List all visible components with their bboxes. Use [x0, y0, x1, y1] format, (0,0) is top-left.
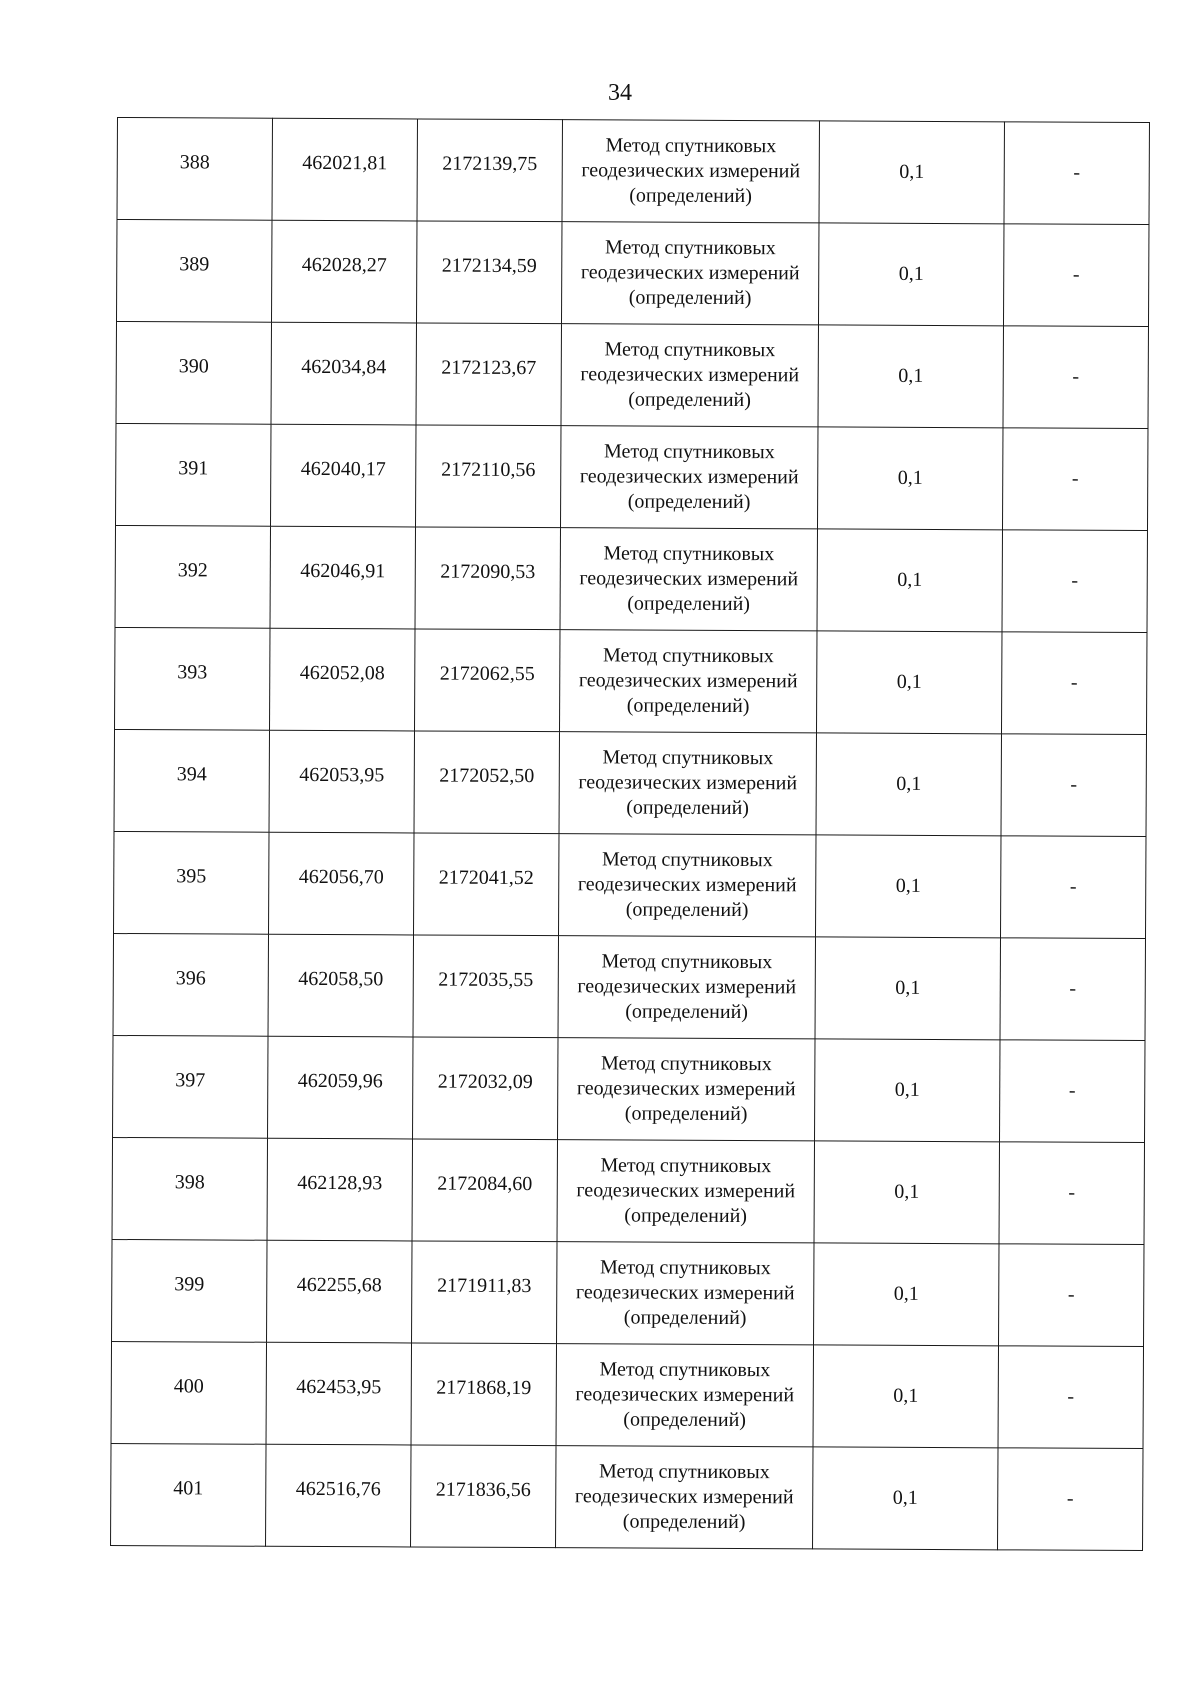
method-cell-text: Метод спутниковых геодезических измерений (определений): [578, 644, 798, 718]
accuracy-cell: [815, 937, 1000, 1040]
y-coordinate-cell-text: 2171868,19: [436, 1376, 532, 1400]
accuracy-cell: [816, 631, 1001, 734]
y-coordinate-cell: [412, 1241, 557, 1344]
table-row: [117, 220, 1149, 327]
coordinates-table: [110, 117, 1150, 1551]
method-cell: [556, 1446, 813, 1549]
accuracy-cell: [817, 529, 1002, 632]
method-cell-text: Метод спутниковых геодезических измерений (определений): [577, 950, 797, 1024]
x-coordinate-cell: [270, 628, 415, 731]
accuracy-cell-text: 0,1: [898, 364, 924, 387]
point-number-cell: [112, 1137, 267, 1240]
point-number-cell-text: 401: [173, 1477, 204, 1500]
y-coordinate-cell: [416, 323, 561, 426]
y-coordinate-cell-text: 2171911,83: [437, 1274, 532, 1298]
accuracy-cell: [815, 1039, 1000, 1142]
accuracy-cell: [813, 1447, 998, 1550]
method-cell-text: Метод спутниковых геодезических измерений (определений): [579, 440, 799, 514]
accuracy-cell-text: 0,1: [893, 1282, 919, 1305]
point-number-cell: [115, 525, 270, 628]
x-coordinate-cell: [269, 730, 414, 833]
accuracy-cell: [818, 325, 1003, 428]
accuracy-cell-text: 0,1: [893, 1384, 919, 1407]
method-cell: [557, 1242, 814, 1345]
description-cell-text: -: [1069, 875, 1077, 898]
description-cell-text: -: [1071, 467, 1079, 490]
accuracy-cell-text: 0,1: [896, 772, 922, 795]
y-coordinate-cell-text: 2172110,56: [441, 458, 536, 482]
y-coordinate-cell-text: 2172032,09: [437, 1070, 533, 1094]
description-cell: [1000, 1040, 1145, 1143]
y-coordinate-cell-text: 2172052,50: [439, 764, 535, 788]
point-number-cell-text: 391: [178, 457, 209, 480]
accuracy-cell-text: 0,1: [896, 670, 922, 693]
accuracy-cell: [816, 733, 1001, 836]
y-coordinate-cell: [413, 935, 558, 1038]
x-coordinate-cell-text: 462046,91: [300, 559, 386, 583]
method-cell: [560, 426, 817, 529]
table-row: [116, 423, 1148, 530]
method-cell-text: Метод спутниковых геодезических измерений (определений): [575, 1358, 795, 1432]
method-cell: [558, 1038, 815, 1141]
point-number-cell: [111, 1341, 266, 1444]
x-coordinate-cell-text: 462058,50: [298, 967, 384, 991]
point-number-cell-text: 398: [174, 1171, 205, 1194]
accuracy-cell-text: 0,1: [895, 874, 921, 897]
method-cell: [556, 1344, 813, 1447]
point-number-cell-text: 400: [173, 1375, 204, 1398]
x-coordinate-cell: [266, 1342, 411, 1445]
description-cell-text: -: [1073, 161, 1081, 184]
x-coordinate-cell-text: 462021,81: [302, 151, 388, 175]
description-cell-text: -: [1070, 671, 1078, 694]
table-row: [113, 933, 1145, 1040]
point-number-cell-text: 397: [175, 1069, 206, 1092]
x-coordinate-cell: [271, 322, 416, 425]
y-coordinate-cell: [411, 1343, 556, 1446]
y-coordinate-cell: [416, 221, 561, 324]
y-coordinate-cell-text: 2172123,67: [441, 356, 537, 380]
x-coordinate-cell: [266, 1444, 411, 1547]
y-coordinate-cell: [414, 833, 559, 936]
y-coordinate-cell: [416, 425, 561, 528]
accuracy-cell-text: 0,1: [895, 976, 921, 999]
x-coordinate-cell-text: 462052,08: [299, 661, 385, 685]
y-coordinate-cell: [413, 1037, 558, 1140]
description-cell-text: -: [1072, 365, 1080, 388]
description-cell-text: -: [1072, 263, 1080, 286]
description-cell: [999, 1244, 1144, 1347]
description-cell: [1000, 938, 1145, 1041]
accuracy-cell: [817, 427, 1002, 530]
method-cell-text: Метод спутниковых геодезических измерений (определений): [576, 1052, 796, 1126]
point-number-cell: [111, 1443, 266, 1546]
point-number-cell: [117, 118, 272, 221]
method-cell: [560, 630, 817, 733]
table-row: [113, 1035, 1145, 1142]
accuracy-cell: [814, 1141, 999, 1244]
method-cell-text: Метод спутниковых геодезических измерений (определений): [575, 1256, 795, 1330]
description-cell-text: -: [1069, 977, 1077, 1000]
y-coordinate-cell-text: 2172035,55: [438, 968, 534, 992]
method-cell-text: Метод спутниковых геодезических измерений (определений): [574, 1460, 794, 1534]
x-coordinate-cell-text: 462128,93: [297, 1171, 383, 1195]
table-row: [114, 831, 1146, 938]
accuracy-cell: [814, 1243, 999, 1346]
table-row: [111, 1443, 1143, 1550]
description-cell-text: -: [1070, 773, 1078, 796]
method-cell-text: Метод спутниковых геодезических измерений (определений): [577, 848, 797, 922]
table-row: [115, 627, 1147, 734]
x-coordinate-cell: [271, 220, 416, 323]
accuracy-cell-text: 0,1: [892, 1486, 918, 1509]
description-cell: [1001, 734, 1146, 837]
table-row: [114, 729, 1146, 836]
description-cell: [998, 1448, 1143, 1551]
x-coordinate-cell-text: 462034,84: [301, 355, 387, 379]
y-coordinate-cell: [415, 629, 560, 732]
method-cell: [561, 324, 818, 427]
method-cell-text: Метод спутниковых геодезических измерений (определений): [579, 542, 799, 616]
x-coordinate-cell: [271, 424, 416, 527]
x-coordinate-cell: [272, 118, 417, 221]
description-cell-text: -: [1068, 1079, 1076, 1102]
description-cell-text: -: [1066, 1487, 1074, 1510]
method-cell-text: Метод спутниковых геодезических измерений (определений): [576, 1154, 796, 1228]
point-number-cell: [116, 322, 271, 425]
y-coordinate-cell: [417, 119, 562, 222]
y-coordinate-cell: [414, 731, 559, 834]
point-number-cell-text: 399: [174, 1273, 205, 1296]
point-number-cell-text: 389: [179, 253, 210, 276]
description-cell: [1004, 122, 1149, 225]
x-coordinate-cell: [268, 934, 413, 1037]
description-cell: [1003, 224, 1148, 327]
x-coordinate-cell-text: 462453,95: [296, 1375, 382, 1399]
y-coordinate-cell-text: 2172134,59: [441, 254, 537, 278]
description-cell-text: -: [1067, 1283, 1075, 1306]
method-cell: [558, 936, 815, 1039]
x-coordinate-cell-text: 462040,17: [300, 457, 386, 481]
description-cell: [998, 1346, 1143, 1449]
x-coordinate-cell-text: 462255,68: [296, 1273, 382, 1297]
x-coordinate-cell: [270, 526, 415, 629]
point-number-cell: [114, 729, 269, 832]
point-number-cell-text: 394: [176, 763, 207, 786]
method-cell: [559, 732, 816, 835]
point-number-cell: [116, 423, 271, 526]
x-coordinate-cell: [267, 1240, 412, 1343]
method-cell: [560, 528, 817, 631]
x-coordinate-cell: [268, 1036, 413, 1139]
y-coordinate-cell-text: 2172041,52: [438, 866, 534, 890]
description-cell: [1000, 836, 1145, 939]
accuracy-cell-text: 0,1: [894, 1180, 920, 1203]
y-coordinate-cell: [415, 527, 560, 630]
description-cell: [999, 1142, 1144, 1245]
coordinates-table-body: [111, 118, 1150, 1551]
description-cell-text: -: [1071, 569, 1079, 592]
point-number-cell: [113, 933, 268, 1036]
table-row: [112, 1239, 1144, 1346]
point-number-cell-text: 395: [176, 865, 207, 888]
y-coordinate-cell-text: 2171836,56: [435, 1478, 531, 1502]
description-cell-text: -: [1068, 1181, 1076, 1204]
x-coordinate-cell-text: 462056,70: [298, 865, 384, 889]
description-cell: [1002, 428, 1147, 531]
accuracy-cell: [816, 835, 1001, 938]
method-cell-text: Метод спутниковых геодезических измерений (определений): [580, 236, 800, 310]
method-cell: [561, 222, 818, 325]
accuracy-cell: [819, 121, 1004, 224]
point-number-cell-text: 396: [175, 967, 206, 990]
description-cell: [1003, 326, 1148, 429]
x-coordinate-cell: [267, 1138, 412, 1241]
y-coordinate-cell: [411, 1445, 556, 1548]
description-cell: [1002, 530, 1147, 633]
point-number-cell-text: 390: [178, 355, 209, 378]
page-number: 34: [608, 80, 632, 106]
point-number-cell: [112, 1239, 267, 1342]
x-coordinate-cell-text: 462516,76: [295, 1477, 381, 1501]
x-coordinate-cell-text: 462053,95: [299, 763, 385, 787]
method-cell-text: Метод спутниковых геодезических измерений (определений): [580, 338, 800, 412]
y-coordinate-cell-text: 2172139,75: [442, 152, 538, 176]
method-cell: [562, 120, 819, 223]
point-number-cell-text: 392: [177, 559, 208, 582]
point-number-cell: [113, 1035, 268, 1138]
x-coordinate-cell-text: 462028,27: [301, 253, 387, 277]
x-coordinate-cell: [269, 832, 414, 935]
y-coordinate-cell: [412, 1139, 557, 1242]
description-cell: [1001, 632, 1146, 735]
y-coordinate-cell-text: 2172084,60: [437, 1172, 533, 1196]
y-coordinate-cell-text: 2172062,55: [439, 662, 535, 686]
method-cell-text: Метод спутниковых геодезических измерений (определений): [581, 134, 801, 208]
description-cell-text: -: [1067, 1385, 1075, 1408]
accuracy-cell-text: 0,1: [894, 1078, 920, 1101]
point-number-cell: [115, 627, 270, 730]
table-row: [111, 1341, 1143, 1448]
table-row: [112, 1137, 1144, 1244]
point-number-cell-text: 393: [177, 661, 208, 684]
x-coordinate-cell-text: 462059,96: [297, 1069, 383, 1093]
accuracy-cell-text: 0,1: [897, 466, 923, 489]
table-row: [116, 322, 1148, 429]
y-coordinate-cell-text: 2172090,53: [440, 560, 536, 584]
table-row: [117, 118, 1149, 225]
accuracy-cell: [813, 1345, 998, 1448]
accuracy-cell-text: 0,1: [897, 568, 923, 591]
table-row: [115, 525, 1147, 632]
point-number-cell: [117, 220, 272, 323]
accuracy-cell-text: 0,1: [898, 262, 924, 285]
point-number-cell-text: 388: [179, 151, 210, 174]
point-number-cell: [114, 831, 269, 934]
method-cell: [559, 834, 816, 937]
accuracy-cell: [818, 223, 1003, 326]
accuracy-cell-text: 0,1: [899, 160, 925, 183]
method-cell: [557, 1140, 814, 1243]
method-cell-text: Метод спутниковых геодезических измерений (определений): [578, 746, 798, 820]
